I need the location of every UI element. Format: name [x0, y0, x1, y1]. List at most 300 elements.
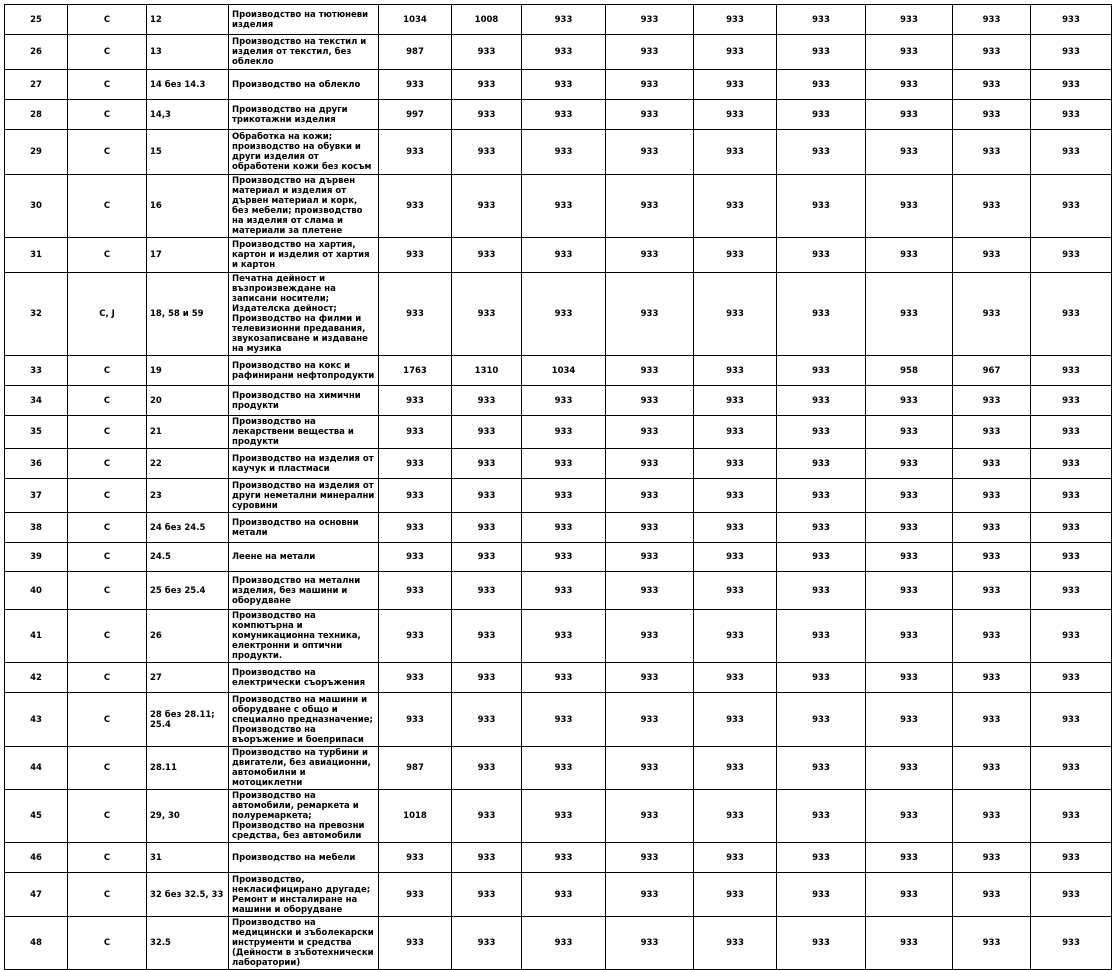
code-cell: 28 без 28.11; 25.4	[147, 693, 229, 747]
value-cell-2: 933	[452, 175, 522, 238]
value-cell-8: 933	[953, 70, 1031, 100]
value-cell-4: 933	[606, 175, 694, 238]
value-cell-4: 933	[606, 747, 694, 790]
value-cell-2: 933	[452, 917, 522, 970]
section-cell: C	[68, 449, 147, 479]
activity-name-cell: Производство на турбини и двигатели, без авиационни, автомобилни и мотоциклетни	[229, 747, 379, 790]
value-cell-1: 933	[379, 917, 452, 970]
value-cell-5: 933	[694, 273, 777, 356]
table-row	[5, 175, 1112, 238]
value-cell-2: 933	[452, 873, 522, 917]
activity-name-cell: Производство на кокс и рафинирани нефтопродукти	[229, 356, 379, 386]
table-row	[5, 100, 1112, 130]
table-row	[5, 35, 1112, 70]
value-cell-6: 933	[777, 917, 866, 970]
value-cell-3: 933	[522, 693, 606, 747]
value-cell-5: 933	[694, 386, 777, 416]
value-cell-2: 933	[452, 416, 522, 449]
value-cell-5: 933	[694, 747, 777, 790]
value-cell-9: 933	[1031, 70, 1112, 100]
code-cell: 23	[147, 479, 229, 513]
wage-table	[4, 4, 1112, 970]
activity-name-cell: Производство на метални изделия, без машини и оборудване	[229, 572, 379, 610]
row-number-cell: 31	[5, 238, 68, 273]
value-cell-9: 933	[1031, 356, 1112, 386]
value-cell-3: 933	[522, 5, 606, 35]
value-cell-7: 933	[866, 873, 953, 917]
value-cell-9: 933	[1031, 747, 1112, 790]
value-cell-4: 933	[606, 693, 694, 747]
value-cell-2: 933	[452, 572, 522, 610]
value-cell-6: 933	[777, 386, 866, 416]
value-cell-3: 933	[522, 543, 606, 572]
value-cell-5: 933	[694, 873, 777, 917]
value-cell-4: 933	[606, 513, 694, 543]
value-cell-2: 933	[452, 693, 522, 747]
table-row	[5, 873, 1112, 917]
section-cell: C	[68, 70, 147, 100]
table-row	[5, 449, 1112, 479]
code-cell: 25 без 25.4	[147, 572, 229, 610]
value-cell-9: 933	[1031, 35, 1112, 70]
value-cell-7: 933	[866, 100, 953, 130]
value-cell-4: 933	[606, 356, 694, 386]
value-cell-4: 933	[606, 663, 694, 693]
value-cell-6: 933	[777, 790, 866, 843]
value-cell-1: 933	[379, 238, 452, 273]
value-cell-8: 933	[953, 747, 1031, 790]
value-cell-4: 933	[606, 5, 694, 35]
value-cell-2: 933	[452, 386, 522, 416]
value-cell-3: 933	[522, 238, 606, 273]
value-cell-3: 933	[522, 130, 606, 175]
section-cell: C	[68, 513, 147, 543]
value-cell-8: 933	[953, 273, 1031, 356]
code-cell: 15	[147, 130, 229, 175]
activity-name-cell: Производство на облекло	[229, 70, 379, 100]
value-cell-7: 933	[866, 238, 953, 273]
value-cell-1: 933	[379, 175, 452, 238]
section-cell: C	[68, 572, 147, 610]
value-cell-3: 933	[522, 70, 606, 100]
value-cell-7: 933	[866, 663, 953, 693]
value-cell-6: 933	[777, 416, 866, 449]
value-cell-7: 933	[866, 386, 953, 416]
section-cell: C	[68, 238, 147, 273]
value-cell-6: 933	[777, 100, 866, 130]
value-cell-5: 933	[694, 5, 777, 35]
table-row	[5, 843, 1112, 873]
table-row	[5, 70, 1112, 100]
value-cell-9: 933	[1031, 416, 1112, 449]
value-cell-9: 933	[1031, 386, 1112, 416]
value-cell-8: 933	[953, 386, 1031, 416]
value-cell-9: 933	[1031, 449, 1112, 479]
value-cell-8: 933	[953, 100, 1031, 130]
value-cell-4: 933	[606, 543, 694, 572]
value-cell-2: 933	[452, 663, 522, 693]
value-cell-2: 933	[452, 35, 522, 70]
value-cell-7: 933	[866, 790, 953, 843]
activity-name-cell: Производство на медицински и зъболекарски инструменти и средства (Дейности в зъботехнически лаборатории)	[229, 917, 379, 970]
value-cell-7: 933	[866, 449, 953, 479]
section-cell: C	[68, 35, 147, 70]
value-cell-4: 933	[606, 917, 694, 970]
value-cell-6: 933	[777, 663, 866, 693]
section-cell: C, J	[68, 273, 147, 356]
value-cell-4: 933	[606, 386, 694, 416]
value-cell-8: 933	[953, 610, 1031, 663]
row-number-cell: 37	[5, 479, 68, 513]
row-number-cell: 38	[5, 513, 68, 543]
value-cell-3: 933	[522, 663, 606, 693]
table-body	[5, 5, 1112, 970]
value-cell-3: 933	[522, 35, 606, 70]
value-cell-7: 933	[866, 917, 953, 970]
code-cell: 21	[147, 416, 229, 449]
value-cell-8: 933	[953, 663, 1031, 693]
value-cell-1: 1034	[379, 5, 452, 35]
value-cell-9: 933	[1031, 693, 1112, 747]
table-row	[5, 917, 1112, 970]
value-cell-4: 933	[606, 416, 694, 449]
section-cell: C	[68, 843, 147, 873]
value-cell-9: 933	[1031, 663, 1112, 693]
value-cell-8: 933	[953, 479, 1031, 513]
table-row	[5, 238, 1112, 273]
activity-name-cell: Производство на изделия от други неметални минерални суровини	[229, 479, 379, 513]
table-row	[5, 610, 1112, 663]
value-cell-5: 933	[694, 572, 777, 610]
row-number-cell: 29	[5, 130, 68, 175]
value-cell-6: 933	[777, 175, 866, 238]
value-cell-5: 933	[694, 449, 777, 479]
activity-name-cell: Производство на машини и оборудване с общо и специално предназначение; Производство на въоръжение и боеприпаси	[229, 693, 379, 747]
activity-name-cell: Производство на лекарствени вещества и продукти	[229, 416, 379, 449]
activity-name-cell: Печатна дейност и възпроизвеждане на записани носители; Издателска дейност; Производство на филми и телевизионни предавания, звукозаписване и издаване на музика	[229, 273, 379, 356]
value-cell-6: 933	[777, 747, 866, 790]
value-cell-1: 933	[379, 479, 452, 513]
value-cell-2: 933	[452, 449, 522, 479]
value-cell-4: 933	[606, 572, 694, 610]
value-cell-8: 967	[953, 356, 1031, 386]
activity-name-cell: Производство на текстил и изделия от текстил, без облекло	[229, 35, 379, 70]
value-cell-9: 933	[1031, 543, 1112, 572]
section-cell: C	[68, 543, 147, 572]
row-number-cell: 33	[5, 356, 68, 386]
value-cell-3: 933	[522, 843, 606, 873]
activity-name-cell: Производство на хартия, картон и изделия от хартия и картон	[229, 238, 379, 273]
value-cell-5: 933	[694, 843, 777, 873]
value-cell-6: 933	[777, 843, 866, 873]
section-cell: C	[68, 386, 147, 416]
value-cell-8: 933	[953, 873, 1031, 917]
value-cell-1: 933	[379, 663, 452, 693]
value-cell-8: 933	[953, 5, 1031, 35]
section-cell: C	[68, 917, 147, 970]
value-cell-2: 1008	[452, 5, 522, 35]
value-cell-1: 933	[379, 416, 452, 449]
row-number-cell: 32	[5, 273, 68, 356]
row-number-cell: 42	[5, 663, 68, 693]
row-number-cell: 30	[5, 175, 68, 238]
value-cell-5: 933	[694, 790, 777, 843]
value-cell-6: 933	[777, 35, 866, 70]
value-cell-9: 933	[1031, 917, 1112, 970]
value-cell-2: 933	[452, 790, 522, 843]
row-number-cell: 39	[5, 543, 68, 572]
value-cell-1: 933	[379, 843, 452, 873]
value-cell-8: 933	[953, 572, 1031, 610]
value-cell-1: 933	[379, 873, 452, 917]
value-cell-7: 933	[866, 747, 953, 790]
value-cell-8: 933	[953, 35, 1031, 70]
value-cell-5: 933	[694, 416, 777, 449]
activity-name-cell: Производство на изделия от каучук и пластмаси	[229, 449, 379, 479]
row-number-cell: 26	[5, 35, 68, 70]
value-cell-8: 933	[953, 543, 1031, 572]
value-cell-7: 933	[866, 70, 953, 100]
row-number-cell: 44	[5, 747, 68, 790]
value-cell-5: 933	[694, 356, 777, 386]
value-cell-9: 933	[1031, 610, 1112, 663]
row-number-cell: 27	[5, 70, 68, 100]
code-cell: 12	[147, 5, 229, 35]
value-cell-7: 933	[866, 610, 953, 663]
value-cell-6: 933	[777, 5, 866, 35]
value-cell-5: 933	[694, 513, 777, 543]
value-cell-7: 933	[866, 273, 953, 356]
value-cell-1: 933	[379, 273, 452, 356]
value-cell-5: 933	[694, 693, 777, 747]
activity-name-cell: Леене на метали	[229, 543, 379, 572]
value-cell-8: 933	[953, 449, 1031, 479]
value-cell-5: 933	[694, 917, 777, 970]
activity-name-cell: Производство на химични продукти	[229, 386, 379, 416]
section-cell: C	[68, 747, 147, 790]
value-cell-9: 933	[1031, 790, 1112, 843]
value-cell-5: 933	[694, 663, 777, 693]
value-cell-4: 933	[606, 873, 694, 917]
value-cell-1: 987	[379, 747, 452, 790]
value-cell-7: 933	[866, 130, 953, 175]
value-cell-2: 933	[452, 747, 522, 790]
row-number-cell: 48	[5, 917, 68, 970]
code-cell: 22	[147, 449, 229, 479]
code-cell: 27	[147, 663, 229, 693]
activity-name-cell: Производство на дървен материал и изделия от дървен материал и корк, без мебели; производство на изделия от слама и материали за плетене	[229, 175, 379, 238]
row-number-cell: 45	[5, 790, 68, 843]
section-cell: C	[68, 175, 147, 238]
value-cell-2: 933	[452, 479, 522, 513]
code-cell: 20	[147, 386, 229, 416]
value-cell-7: 933	[866, 572, 953, 610]
activity-name-cell: Производство на други трикотажни изделия	[229, 100, 379, 130]
value-cell-6: 933	[777, 693, 866, 747]
value-cell-8: 933	[953, 416, 1031, 449]
value-cell-3: 933	[522, 610, 606, 663]
value-cell-5: 933	[694, 610, 777, 663]
value-cell-1: 987	[379, 35, 452, 70]
value-cell-4: 933	[606, 449, 694, 479]
table-row	[5, 356, 1112, 386]
activity-name-cell: Производство на компютърна и комуникационна техника, електронни и оптични продукти.	[229, 610, 379, 663]
value-cell-3: 933	[522, 513, 606, 543]
row-number-cell: 25	[5, 5, 68, 35]
value-cell-9: 933	[1031, 273, 1112, 356]
value-cell-1: 933	[379, 572, 452, 610]
table-row	[5, 5, 1112, 35]
row-number-cell: 36	[5, 449, 68, 479]
value-cell-2: 933	[452, 70, 522, 100]
value-cell-5: 933	[694, 175, 777, 238]
value-cell-2: 1310	[452, 356, 522, 386]
value-cell-7: 933	[866, 843, 953, 873]
value-cell-3: 933	[522, 917, 606, 970]
value-cell-4: 933	[606, 70, 694, 100]
value-cell-9: 933	[1031, 175, 1112, 238]
value-cell-4: 933	[606, 35, 694, 70]
section-cell: C	[68, 356, 147, 386]
value-cell-1: 933	[379, 693, 452, 747]
table-row	[5, 416, 1112, 449]
value-cell-7: 933	[866, 175, 953, 238]
value-cell-1: 933	[379, 513, 452, 543]
value-cell-8: 933	[953, 790, 1031, 843]
value-cell-2: 933	[452, 543, 522, 572]
value-cell-9: 933	[1031, 100, 1112, 130]
row-number-cell: 28	[5, 100, 68, 130]
section-cell: C	[68, 100, 147, 130]
section-cell: C	[68, 5, 147, 35]
value-cell-5: 933	[694, 70, 777, 100]
value-cell-6: 933	[777, 543, 866, 572]
section-cell: C	[68, 790, 147, 843]
value-cell-3: 933	[522, 386, 606, 416]
code-cell: 24 без 24.5	[147, 513, 229, 543]
activity-name-cell: Производство на мебели	[229, 843, 379, 873]
value-cell-8: 933	[953, 843, 1031, 873]
code-cell: 19	[147, 356, 229, 386]
value-cell-6: 933	[777, 356, 866, 386]
value-cell-9: 933	[1031, 238, 1112, 273]
value-cell-3: 933	[522, 790, 606, 843]
value-cell-8: 933	[953, 238, 1031, 273]
section-cell: C	[68, 416, 147, 449]
table-row	[5, 479, 1112, 513]
value-cell-2: 933	[452, 513, 522, 543]
value-cell-1: 933	[379, 70, 452, 100]
value-cell-6: 933	[777, 130, 866, 175]
value-cell-1: 933	[379, 386, 452, 416]
value-cell-3: 933	[522, 416, 606, 449]
code-cell: 16	[147, 175, 229, 238]
value-cell-1: 933	[379, 610, 452, 663]
value-cell-7: 958	[866, 356, 953, 386]
value-cell-3: 933	[522, 572, 606, 610]
code-cell: 17	[147, 238, 229, 273]
value-cell-1: 933	[379, 449, 452, 479]
value-cell-6: 933	[777, 873, 866, 917]
value-cell-5: 933	[694, 130, 777, 175]
value-cell-3: 933	[522, 175, 606, 238]
value-cell-5: 933	[694, 479, 777, 513]
row-number-cell: 34	[5, 386, 68, 416]
section-cell: C	[68, 873, 147, 917]
value-cell-3: 933	[522, 747, 606, 790]
value-cell-9: 933	[1031, 5, 1112, 35]
value-cell-3: 933	[522, 479, 606, 513]
table-row	[5, 693, 1112, 747]
activity-name-cell: Производство на електрически съоръжения	[229, 663, 379, 693]
table-row	[5, 572, 1112, 610]
code-cell: 32 без 32.5, 33	[147, 873, 229, 917]
value-cell-9: 933	[1031, 843, 1112, 873]
value-cell-8: 933	[953, 130, 1031, 175]
value-cell-8: 933	[953, 513, 1031, 543]
value-cell-5: 933	[694, 238, 777, 273]
value-cell-7: 933	[866, 479, 953, 513]
value-cell-7: 933	[866, 35, 953, 70]
value-cell-6: 933	[777, 238, 866, 273]
table-row	[5, 130, 1112, 175]
value-cell-8: 933	[953, 693, 1031, 747]
value-cell-8: 933	[953, 175, 1031, 238]
code-cell: 32.5	[147, 917, 229, 970]
value-cell-2: 933	[452, 273, 522, 356]
table-row	[5, 513, 1112, 543]
code-cell: 13	[147, 35, 229, 70]
section-cell: C	[68, 663, 147, 693]
code-cell: 28.11	[147, 747, 229, 790]
table-row	[5, 273, 1112, 356]
value-cell-1: 1763	[379, 356, 452, 386]
value-cell-4: 933	[606, 843, 694, 873]
value-cell-5: 933	[694, 543, 777, 572]
value-cell-1: 933	[379, 543, 452, 572]
table-row	[5, 790, 1112, 843]
value-cell-4: 933	[606, 479, 694, 513]
value-cell-3: 933	[522, 100, 606, 130]
code-cell: 26	[147, 610, 229, 663]
table-row	[5, 747, 1112, 790]
table-row	[5, 386, 1112, 416]
value-cell-9: 933	[1031, 130, 1112, 175]
row-number-cell: 46	[5, 843, 68, 873]
section-cell: C	[68, 479, 147, 513]
value-cell-9: 933	[1031, 479, 1112, 513]
value-cell-4: 933	[606, 130, 694, 175]
value-cell-2: 933	[452, 100, 522, 130]
value-cell-4: 933	[606, 610, 694, 663]
code-cell: 14,3	[147, 100, 229, 130]
value-cell-3: 933	[522, 873, 606, 917]
activity-name-cell: Производство, некласифицирано другаде; Ремонт и инсталиране на машини и оборудване	[229, 873, 379, 917]
section-cell: C	[68, 693, 147, 747]
code-cell: 24.5	[147, 543, 229, 572]
activity-name-cell: Производство на основни метали	[229, 513, 379, 543]
row-number-cell: 47	[5, 873, 68, 917]
value-cell-1: 933	[379, 130, 452, 175]
code-cell: 14 без 14.3	[147, 70, 229, 100]
value-cell-1: 1018	[379, 790, 452, 843]
value-cell-9: 933	[1031, 873, 1112, 917]
activity-name-cell: Обработка на кожи; производство на обувки и други изделия от обработени кожи без косъм	[229, 130, 379, 175]
value-cell-9: 933	[1031, 513, 1112, 543]
code-cell: 31	[147, 843, 229, 873]
value-cell-6: 933	[777, 610, 866, 663]
value-cell-7: 933	[866, 543, 953, 572]
